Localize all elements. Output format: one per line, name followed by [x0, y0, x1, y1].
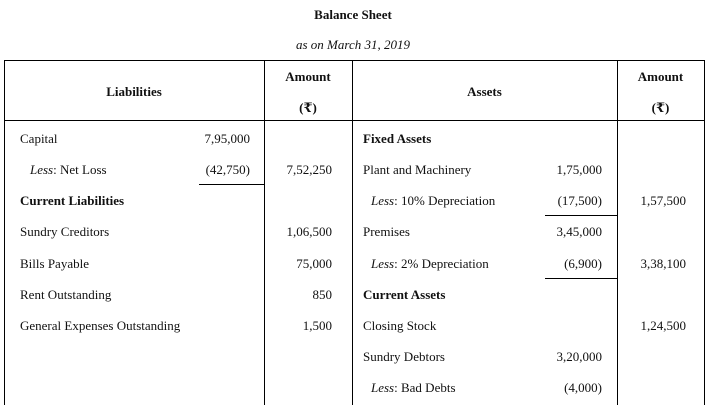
table-right-border — [704, 60, 705, 405]
asset-row-premises: Premises — [363, 224, 410, 239]
asset-sub-plant-dep: (17,500) — [557, 193, 602, 208]
liab-row-creditors: Sundry Creditors — [20, 224, 110, 239]
liab-amount-general-expenses: 1,500 — [302, 318, 332, 333]
asset-amount-closing-stock: 1,24,500 — [640, 318, 686, 333]
asset-amount-plant: 1,57,500 — [640, 193, 686, 208]
liab-amount-bills-payable: 75,000 — [296, 256, 332, 271]
liab-sub-net-loss: (42,750) — [205, 162, 250, 177]
center-divider — [352, 60, 353, 405]
liab-row-bills-payable: Bills Payable — [20, 256, 89, 271]
header-amount-left: Amount — [285, 69, 331, 84]
less-prefix: Less — [371, 193, 395, 208]
liab-amount-creditors: 1,06,500 — [286, 224, 332, 239]
liab-amount-net-capital: 7,52,250 — [286, 162, 332, 177]
asset-sub-debtors: 3,20,000 — [556, 349, 602, 364]
asset-row-plant-dep: Less: 10% Depreciation — [371, 193, 496, 208]
liab-row-rent: Rent Outstanding — [20, 287, 112, 302]
asset-heading-current: Current Assets — [363, 287, 446, 302]
less-prefix: Less — [371, 256, 395, 271]
table-top-border — [4, 60, 705, 61]
asset-heading-fixed: Fixed Assets — [363, 131, 432, 146]
asset-row-plant: Plant and Machinery — [363, 162, 472, 177]
asset-sub-bad-debts: (4,000) — [564, 380, 602, 395]
header-bottom-border — [4, 120, 705, 121]
liab-heading-current: Current Liabilities — [20, 193, 125, 208]
asset-row-bad-debts: Less: Bad Debts — [371, 380, 456, 395]
less-prefix: Less — [371, 380, 395, 395]
liab-row-net-loss: Less: Net Loss — [30, 162, 107, 177]
asset-amount-premises: 3,38,100 — [640, 256, 686, 271]
table-left-border — [4, 60, 5, 405]
document-title: Balance Sheet — [314, 7, 392, 22]
header-assets: Assets — [467, 84, 502, 99]
underline-plant-dep — [545, 215, 617, 216]
liab-row-general-expenses: General Expenses Outstanding — [20, 318, 181, 333]
asset-sub-plant: 1,75,000 — [556, 162, 602, 177]
liab-sub-capital: 7,95,000 — [204, 131, 250, 146]
asset-sub-premises: 3,45,000 — [556, 224, 602, 239]
underline-premises-dep — [545, 278, 617, 279]
header-rupee-right: (₹) — [651, 100, 670, 115]
header-rupee-left: (₹) — [299, 100, 317, 115]
asset-row-debtors: Sundry Debtors — [363, 349, 445, 364]
less-prefix: Less — [30, 162, 54, 177]
liab-row-capital: Capital — [20, 131, 58, 146]
header-amount-right: Amount — [637, 69, 684, 84]
document-subtitle: as on March 31, 2019 — [296, 37, 410, 52]
liab-amount-rent: 850 — [312, 287, 332, 302]
asset-sub-premises-dep: (6,900) — [564, 256, 602, 271]
underline-net-loss — [199, 184, 264, 185]
asset-row-closing-stock: Closing Stock — [363, 318, 437, 333]
asset-row-premises-dep: Less: 2% Depreciation — [371, 256, 489, 271]
header-liabilities: Liabilities — [106, 84, 162, 99]
